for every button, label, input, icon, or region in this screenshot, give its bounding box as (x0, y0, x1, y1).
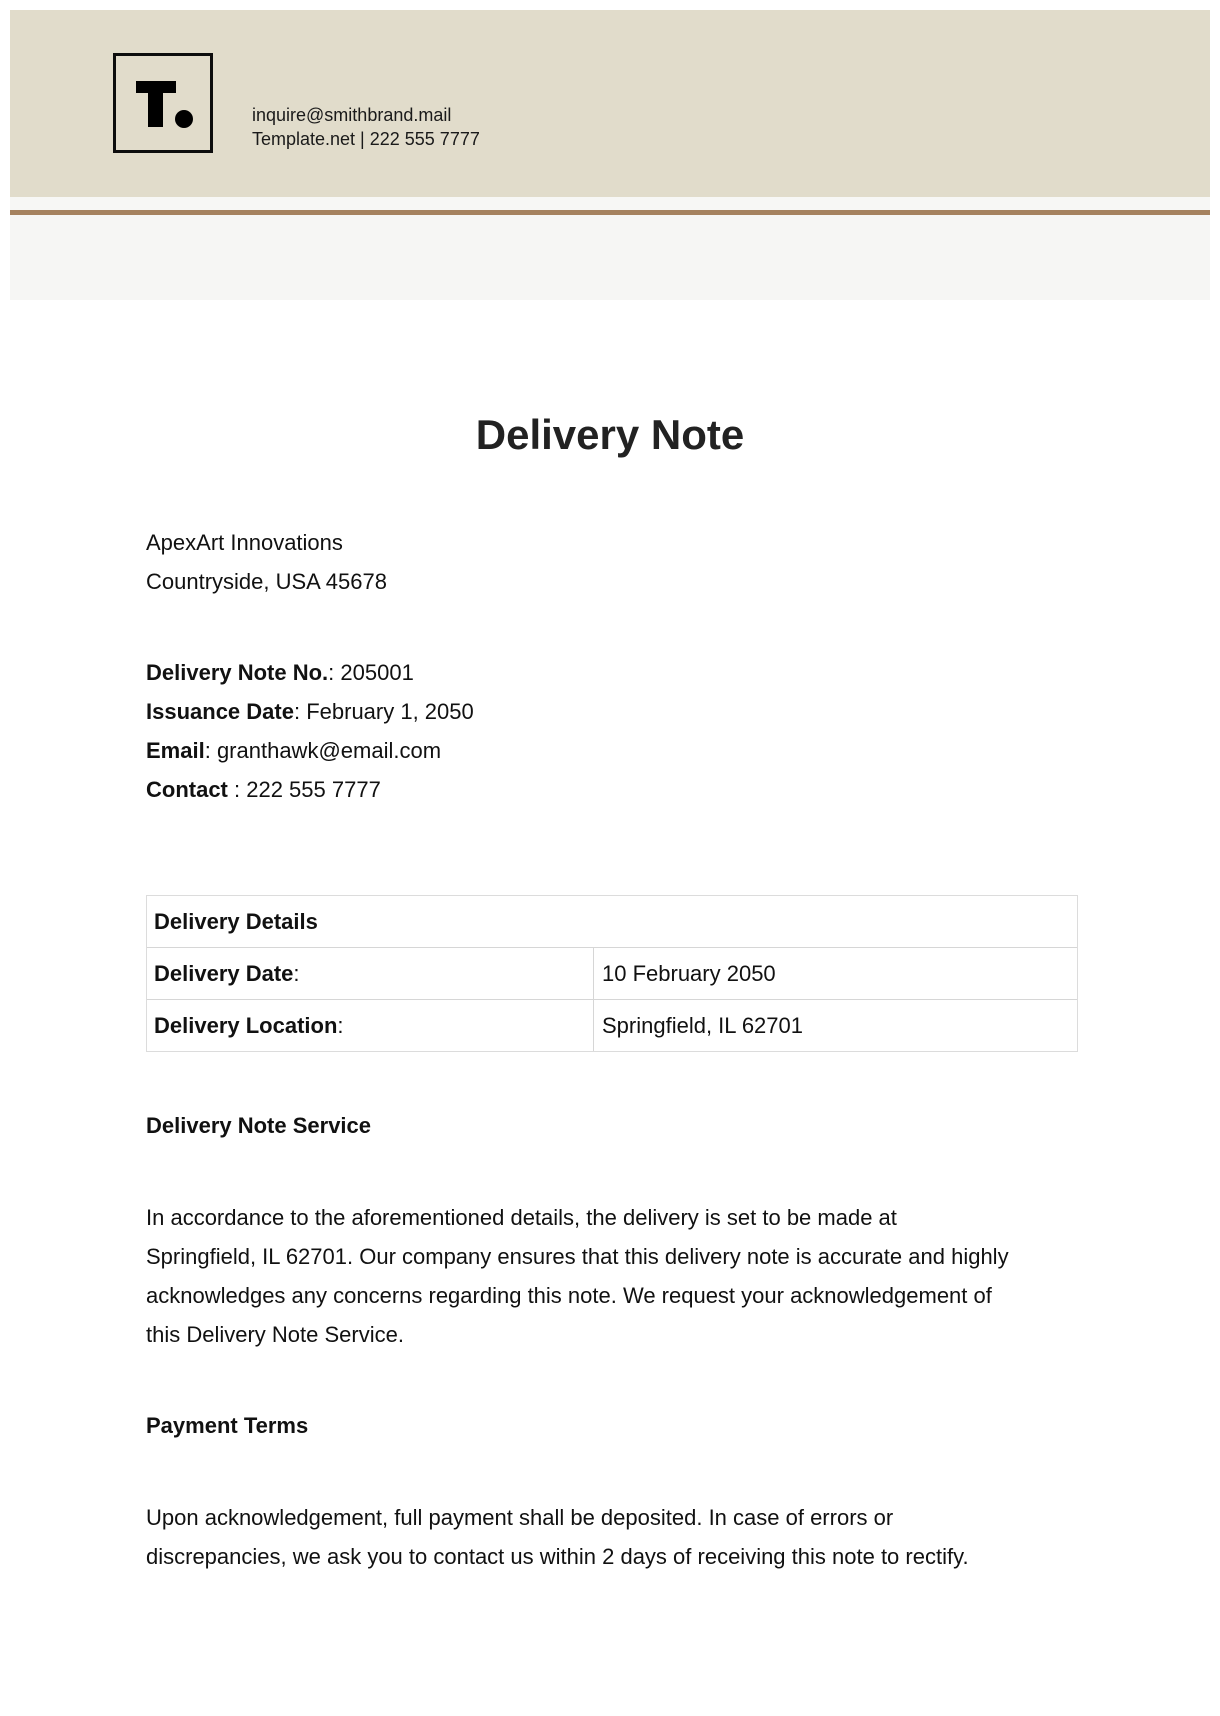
info-value: February 1, 2050 (306, 699, 474, 724)
paragraph-line: discrepancies, we ask you to contact us within 2 days of receiving this note to rectify. (146, 1544, 969, 1569)
letterhead-website-phone: Template.net | 222 555 7777 (252, 129, 480, 149)
info-value: granthawk@email.com (216, 738, 442, 763)
table-cell-value: 10 February 2050 (602, 961, 776, 986)
page-title: Delivery Note (475, 411, 745, 458)
note-info (146, 653, 474, 809)
row-label-text: Delivery Location (154, 1013, 338, 1038)
info-email (146, 731, 474, 770)
delivery-details-table (146, 895, 1078, 1052)
paragraph-line: In accordance to the aforementioned details, the delivery is set to be made at (146, 1205, 897, 1230)
info-separator: : (293, 699, 307, 724)
info-value: 222 555 7777 (246, 777, 381, 802)
recipient-location: Countryside, USA 45678 (146, 569, 387, 594)
recipient-address (146, 523, 387, 601)
section-body-payment-terms (146, 1498, 969, 1576)
paragraph-line: this Delivery Note Service. (146, 1322, 404, 1347)
brand-logo (113, 53, 213, 153)
info-label: Issuance Date (146, 699, 294, 724)
info-label: Email (146, 738, 205, 763)
section-heading-delivery-service: Delivery Note Service (146, 1113, 372, 1138)
info-label: Contact (146, 777, 228, 802)
info-label: Delivery Note No. (146, 660, 329, 685)
row-label-colon: : (293, 961, 300, 986)
logo-t-icon-stem (148, 81, 163, 127)
paragraph-line: Springfield, IL 62701. Our company ensures that this delivery note is accurate and highly (146, 1244, 1009, 1269)
table-cell-label (147, 948, 594, 999)
info-value: 205001 (340, 660, 414, 685)
table-heading: Delivery Details (154, 909, 318, 934)
paragraph-line: acknowledges any concerns regarding this note. We request your acknowledgement of (146, 1283, 992, 1308)
row-label-text: Delivery Date (154, 961, 294, 986)
table-cell-label (147, 1000, 594, 1051)
section-body-delivery-service (146, 1198, 1009, 1354)
letterhead-gap (10, 197, 1210, 210)
info-note-number (146, 653, 474, 692)
table-row (147, 999, 1077, 1051)
table-row (147, 947, 1077, 999)
info-contact (146, 770, 474, 809)
letterhead-sub-band (10, 215, 1210, 300)
letterhead-contact (252, 103, 480, 151)
table-header-row (147, 896, 1077, 947)
info-separator: : (227, 777, 247, 802)
logo-dot-icon (175, 110, 193, 128)
letterhead-email: inquire@smithbrand.mail (252, 105, 452, 125)
info-separator: : (204, 738, 217, 763)
row-label-colon: : (337, 1013, 344, 1038)
paragraph-line: Upon acknowledgement, full payment shall be deposited. In case of errors or (146, 1505, 894, 1530)
info-issuance-date (146, 692, 474, 731)
recipient-company: ApexArt Innovations (146, 530, 343, 555)
table-cell-value: Springfield, IL 62701 (602, 1013, 803, 1038)
info-separator: : (328, 660, 341, 685)
section-heading-payment-terms: Payment Terms (146, 1413, 309, 1438)
